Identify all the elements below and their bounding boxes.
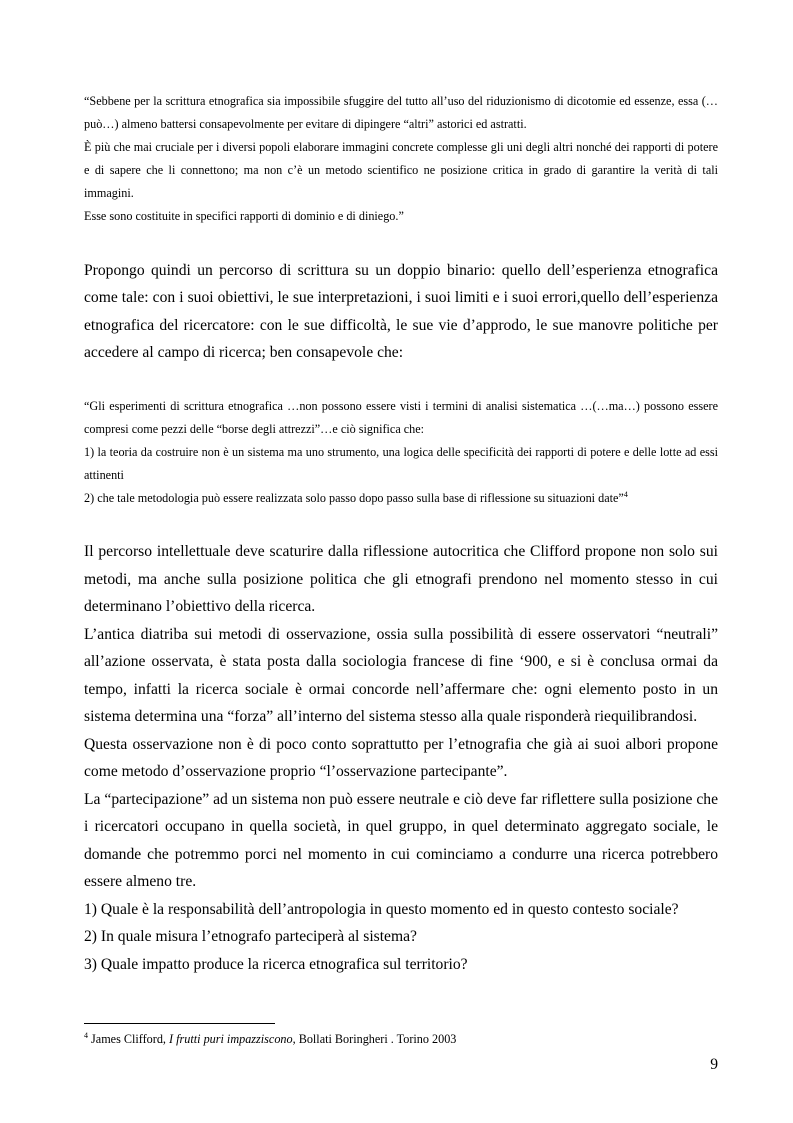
page-number: 9 xyxy=(710,1056,718,1073)
footnote-author: James Clifford, xyxy=(88,1032,170,1046)
footnote-reference[interactable]: 4 xyxy=(623,489,628,499)
body-paragraph: La “partecipazione” ad un sistema non può essere neutrale e ciò deve far riflettere sulla posizione che i ricercatori occupano in quella società, in quel gruppo, in quel determinato aggregato sociale, le domande che potremmo porci nel momento in cui cominciamo a condurre una ricerca potrebbero essere almeno tre. xyxy=(84,790,718,890)
body-section-method xyxy=(84,538,718,978)
footnote-publisher: Bollati Boringheri . Torino 2003 xyxy=(295,1032,457,1046)
body-paragraph: L’antica diatriba sui metodi di osservazione, ossia sulla possibilità di essere osservatori “neutrali” all’azione osservata, è stata posta dalla sociologia francese di fine ‘900, e si è conclusa ormai da tempo, infatti la ricerca sociale è ormai concorde nell’affermare che: ogni elemento posto in un sistema determina una “forza” all’interno del sistema stesso alla quale risponderà riequilibrandosi. xyxy=(84,625,718,725)
question-2: 2) In quale misura l’etnografo parteciperà al sistema? xyxy=(84,928,417,945)
block-quote-clifford-1 xyxy=(84,90,718,228)
footnote-title: I frutti puri impazziscono, xyxy=(169,1032,296,1046)
quote-paragraph xyxy=(84,487,718,510)
footnote-mark: 4 xyxy=(84,1030,88,1040)
quote-paragraph: “Sebbene per la scrittura etnografica sia impossibile sfuggire del tutto all’uso del riduzionismo di dicotomie ed essenze, essa (…può…) almeno battersi consapevolmente per evitare di dipingere “altri” astorici ed astratti. xyxy=(84,94,718,131)
footnote-divider xyxy=(84,1023,275,1024)
body-paragraph: Questa osservazione non è di poco conto soprattutto per l’etnografia che già ai suoi albori propone come metodo d’osservazione proprio “l’osservazione partecipante”. xyxy=(84,735,718,780)
quote-text: 2) che tale metodologia può essere realizzata solo passo dopo passo sulla base di riflessione su situazioni date” xyxy=(84,491,624,505)
quote-paragraph: 1) la teoria da costruire non è un sistema ma uno strumento, una logica delle specificità dei rapporti di potere e delle lotte ad essi attinenti xyxy=(84,445,718,482)
quote-paragraph: “Gli esperimenti di scrittura etnografica …non possono essere visti i termini di analisi sistematica …(…ma…) possono essere compresi come pezzi delle “borse degli attrezzi”…e ciò significa che: xyxy=(84,399,718,436)
question-1: 1) Quale è la responsabilità dell’antropologia in questo momento ed in questo contesto sociale? xyxy=(84,900,679,918)
footnote xyxy=(84,1030,456,1048)
body-paragraph: Propongo quindi un percorso di scrittura su un doppio binario: quello dell’esperienza etnografica come tale: con i suoi obiettivi, le sue interpretazioni, i suoi limiti e i suoi errori,quello dell’esperienza etnografica del ricercatore: con le sue difficoltà, le sue vie d’approdo, le sue manovre politiche per accedere al campo di ricerca; ben consapevole che: xyxy=(84,262,718,362)
quote-paragraph: Esse sono costituite in specifici rapporti di dominio e di diniego.” xyxy=(84,209,404,223)
quote-paragraph: È più che mai cruciale per i diversi popoli elaborare immagini concrete complesse gli uni degli altri nonché dei rapporti di potere e di sapere che li connettono; ma non c’è un metodo scientifico ne posizione critica in grado di garantire la verità di tali immagini. xyxy=(84,140,718,200)
question-3: 3) Quale impatto produce la ricerca etnografica sul territorio? xyxy=(84,955,468,973)
body-paragraph-intro xyxy=(84,257,718,367)
block-quote-clifford-2 xyxy=(84,395,718,510)
body-paragraph: Il percorso intellettuale deve scaturire dalla riflessione autocritica che Clifford propone non solo sui metodi, ma anche sulla posizione politica che gli etnografi prendono nel momento stesso in cui determinano l’obiettivo della ricerca. xyxy=(84,543,718,615)
